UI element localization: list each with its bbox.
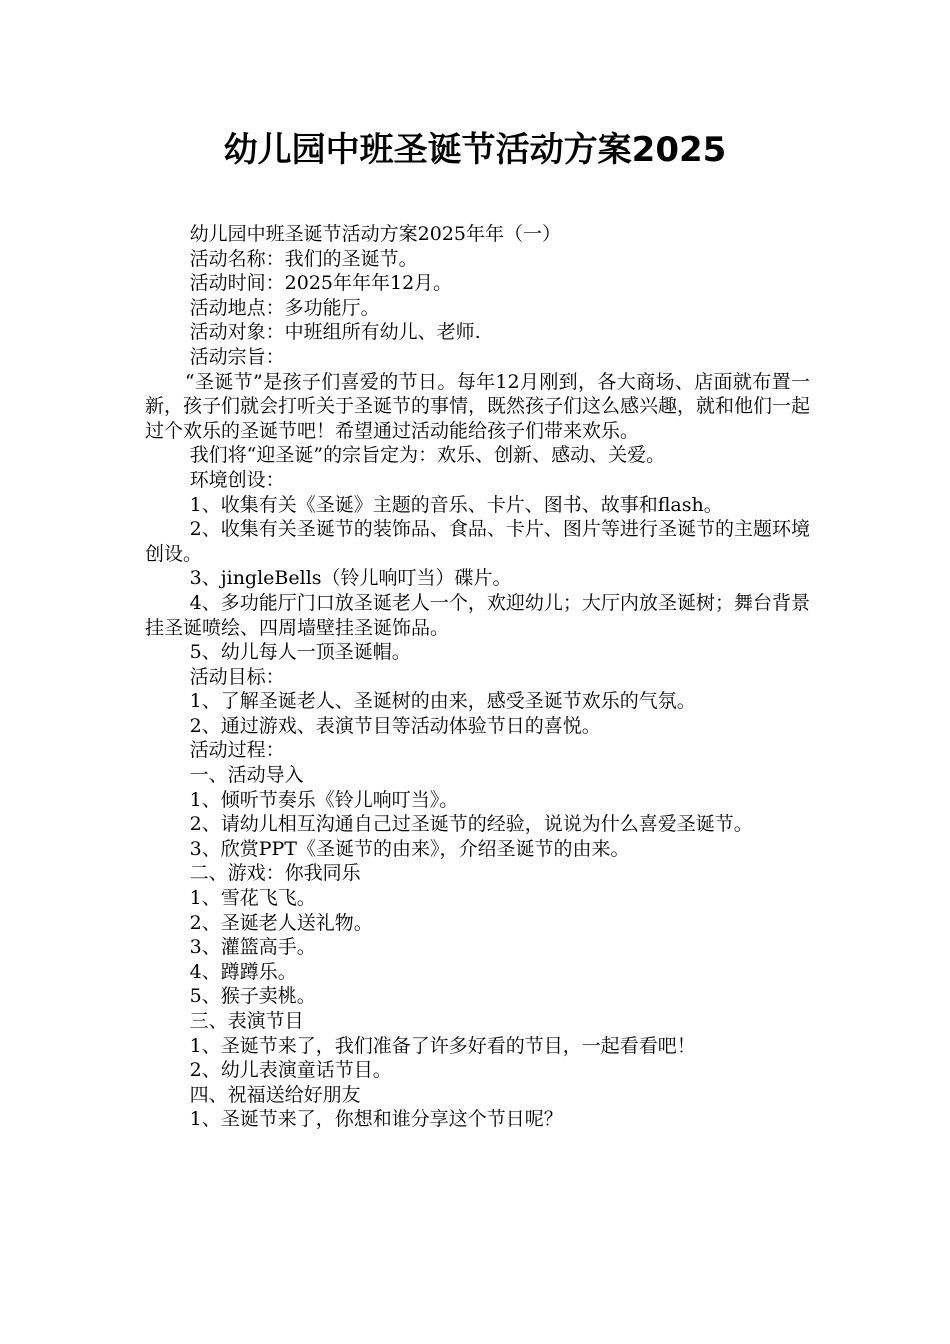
document-title: 幼儿园中班圣诞节活动方案2025: [223, 130, 727, 170]
paragraph-game-4: 4、蹲蹲乐。: [189, 960, 297, 983]
paragraph-environment-4: 4、多功能厅门口放圣诞老人一个，欢迎幼儿；大厅内放圣诞树；舞台背景挂圣诞喷绘、四周墙壁挂圣诞饰品。: [145, 591, 810, 639]
paragraph-game-1: 1、雪花飞飞。: [189, 887, 316, 910]
paragraph-section-performance: 三、表演节目: [189, 1010, 304, 1032]
paragraph-intro-1: 1、倾听节奏乐《铃儿响叮当》。: [189, 788, 459, 811]
paragraph-process-label: 活动过程：: [189, 739, 285, 762]
paragraph-environment-2: 2、收集有关圣诞节的装饰品、食品、卡片、图片等进行圣诞节的主题环境创设。: [145, 518, 810, 565]
document-body: [145, 222, 810, 1132]
paragraph-game-2: 2、圣诞老人送礼物。: [189, 911, 373, 934]
paragraph-environment-5: 5、幼儿每人一顶圣诞帽。: [189, 641, 411, 664]
paragraph-section-intro: 一、活动导入: [189, 764, 304, 787]
paragraph-intro-2: 2、请幼儿相互沟通自己过圣诞节的经验，说说为什么喜爱圣诞节。: [189, 813, 753, 836]
paragraph-intro-3: 3、欣赏PPT《圣诞节的由来》，介绍圣诞节的由来。: [189, 837, 630, 860]
paragraph-activity-place: 活动地点：多功能厅。: [189, 296, 380, 319]
paragraph-activity-time: 活动时间：2025年年年12月。: [189, 272, 453, 295]
paragraph-environment-1: 1、收集有关《圣诞》主题的音乐、卡片、图书、故事和flash。: [189, 493, 723, 516]
paragraph-environment-label: 环境创设：: [189, 468, 285, 491]
paragraph-activity-name: 活动名称：我们的圣诞节。: [189, 247, 418, 270]
paragraph-performance-1: 1、圣诞节来了，我们准备了许多好看的节目，一起看看吧！: [189, 1034, 696, 1057]
paragraph-plan-heading: 幼儿园中班圣诞节活动方案2025年年（一）: [189, 223, 561, 245]
paragraph-activity-target: 活动对象：中班组所有幼儿、老师.: [189, 321, 481, 344]
paragraph-purpose-summary: 我们将“迎圣诞”的宗旨定为：欢乐、创新、感动、关爱。: [189, 444, 666, 467]
paragraph-purpose-label: 活动宗旨：: [189, 345, 285, 368]
paragraph-section-wishes: 四、祝福送给好朋友: [189, 1083, 361, 1106]
paragraph-game-5: 5、猴子卖桃。: [189, 985, 316, 1008]
paragraph-purpose-text: “圣诞节”是孩子们喜爱的节日。每年12月刚到，各大商场、店面就布置一新，孩子们就会打听关于圣诞节的事情，既然孩子们这么感兴趣，就和他们一起过个欢乐的圣诞节吧！希望通过活动能给孩子们带来欢乐。: [145, 370, 811, 442]
paragraph-goal-2: 2、通过游戏、表演节目等活动体验节日的喜悦。: [189, 714, 601, 737]
paragraph-wishes-1: 1、圣诞节来了，你想和谁分享这个节日呢？: [189, 1108, 563, 1131]
paragraph-performance-2: 2、幼儿表演童话节目。: [189, 1059, 392, 1082]
paragraph-goals-label: 活动目标：: [189, 665, 285, 688]
paragraph-environment-3: 3、jingleBells（铃儿响叮当）碟片。: [189, 567, 512, 590]
paragraph-section-games: 二、游戏：你我同乐: [189, 862, 361, 885]
paragraph-game-3: 3、灌篮高手。: [189, 936, 316, 959]
paragraph-goal-1: 1、了解圣诞老人、圣诞树的由来，感受圣诞节欢乐的气氛。: [189, 690, 696, 713]
